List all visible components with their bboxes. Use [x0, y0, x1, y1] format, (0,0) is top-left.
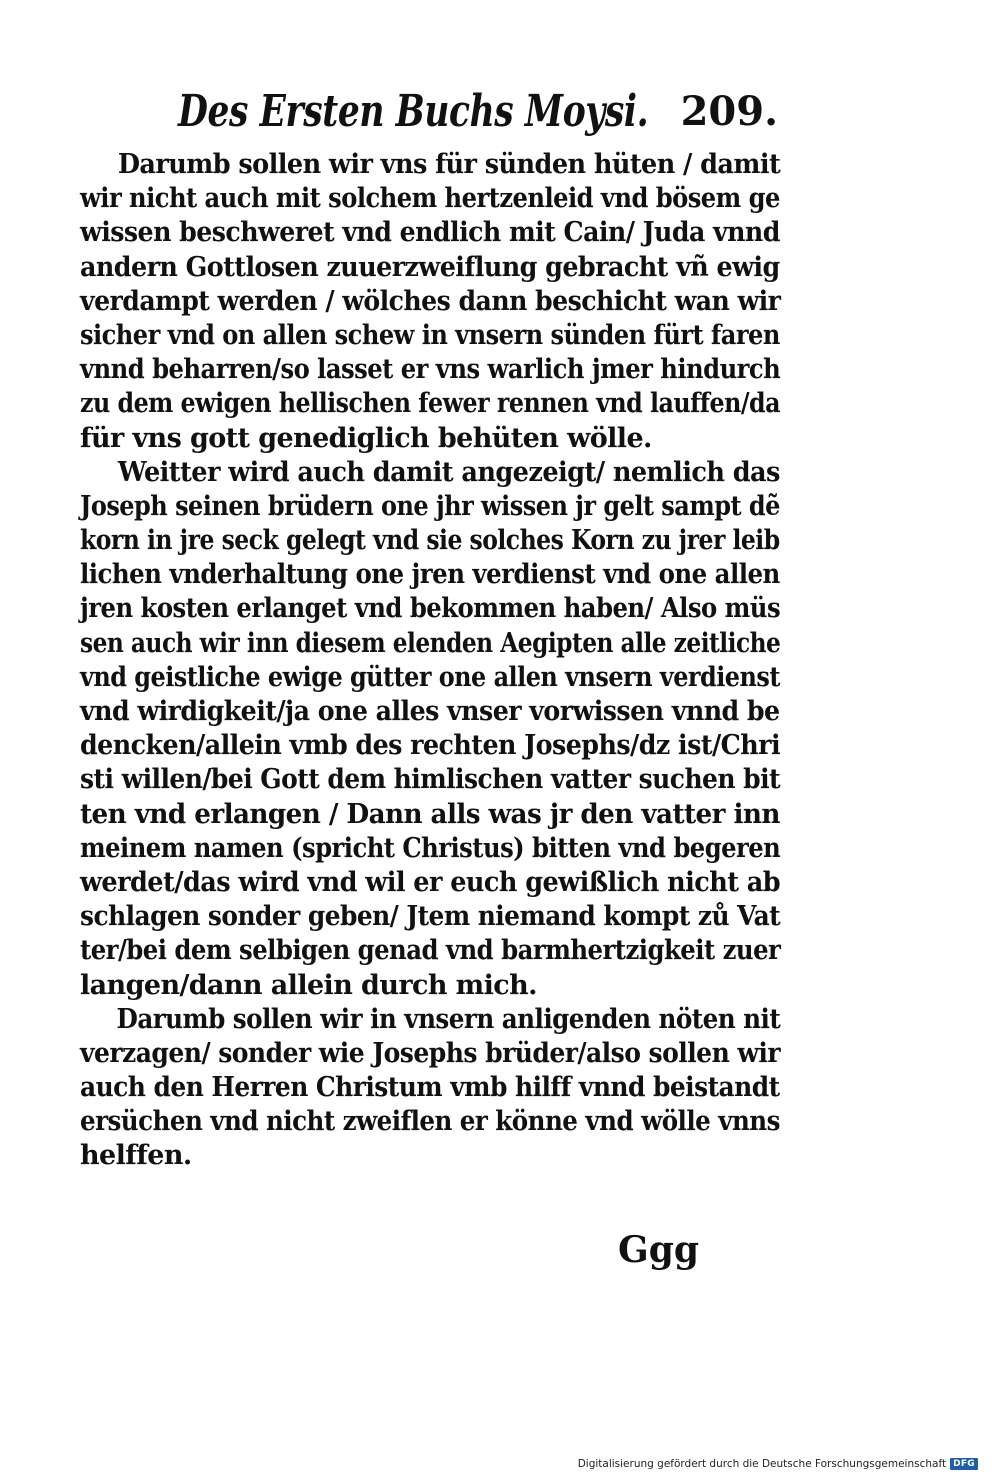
text-line: werdet/das wird vnd wil er euch gewißlich nicht ab — [80, 866, 781, 898]
catchword: Ggg — [618, 1229, 700, 1271]
text-line: schlagen sonder geben/ Jtem niemand kompt zů Vat — [80, 901, 781, 933]
text-line: vnd geistliche ewige gütter one allen vnsern verdienst — [80, 661, 780, 693]
credit-text: Digitalisierung gefördert durch die Deutsche Forschungsgemeinschaft — [577, 1458, 947, 1470]
text-line: jren kosten erlanget vnd bekommen haben/ Also müs — [80, 593, 781, 625]
text-line: für vns gott genediglich behüten wölle. — [80, 422, 652, 454]
text-line: ter/bei dem selbigen genad vnd barmhertzigkeit zuer — [80, 935, 781, 967]
dfg-logo: DFG — [950, 1458, 978, 1470]
text-line: meinem namen (spricht Christus) bitten vnd begeren — [80, 832, 781, 864]
text-line: vnd wirdigkeit/ja one alles vnser vorwissen vnnd be — [80, 696, 780, 727]
text-line: Weitter wird auch damit angezeigt/ nemlich das — [117, 456, 780, 488]
running-title: Des Ersten Buchs Moysi. — [178, 86, 649, 137]
text-line: andern Gottlosen zuuerzweiflung gebracht vñ ewig — [80, 251, 780, 283]
text-line: auch den Herren Christum vmb hilff vnnd beistandt — [80, 1072, 780, 1104]
page-number: 209. — [680, 88, 778, 135]
text-line: zu dem ewigen hellischen fewer rennen vnd lauffen/da — [80, 388, 780, 420]
text-line: helffen. — [80, 1140, 192, 1172]
text-line: ten vnd erlangen / Dann alls was jr den vatter inn — [80, 798, 780, 830]
page-header — [178, 82, 778, 142]
digitization-credit — [578, 1458, 978, 1470]
text-line: verdampt werden / wölches dann beschicht wan wir — [80, 285, 781, 317]
text-line: lichen vnderhaltung one jren verdienst vnd one allen — [80, 559, 780, 591]
text-line: Darumb sollen wir vns für sünden hüten / damit — [117, 149, 781, 180]
text-line: sicher vnd on allen schew in vnsern sünden fürt faren — [80, 319, 780, 351]
text-line: wissen beschweret vnd endlich mit Cain/ Juda vnnd — [80, 217, 780, 249]
text-line: langen/dann allein durch mich. — [80, 969, 537, 1001]
body-text — [80, 148, 780, 1174]
text-line: verzagen/ sonder wie Josephs brüder/also sollen wir — [80, 1037, 781, 1069]
text-line: ersüchen vnd nicht zweiflen er könne vnd wölle vnns — [80, 1106, 780, 1138]
text-line: vnnd beharren/so lasset er vns warlich jmer hindurch — [80, 354, 781, 386]
text-line: Joseph seinen brüdern one jhr wissen jr gelt sampt dẽ — [80, 490, 780, 522]
text-line: wir nicht auch mit solchem hertzenleid vnd bösem ge — [80, 183, 780, 215]
text-line: korn in jre seck gelegt vnd sie solches Korn zu jrer leib — [80, 525, 780, 557]
text-line: Darumb sollen wir in vnsern anligenden nöten nit — [116, 1003, 781, 1035]
text-line: sti willen/bei Gott dem himlischen vatter suchen bit — [80, 764, 781, 796]
text-line: sen auch wir inn diesem elenden Aegipten alle zeitliche — [80, 627, 781, 659]
text-line: dencken/allein vmb des rechten Josephs/dz ist/Chri — [80, 730, 781, 762]
